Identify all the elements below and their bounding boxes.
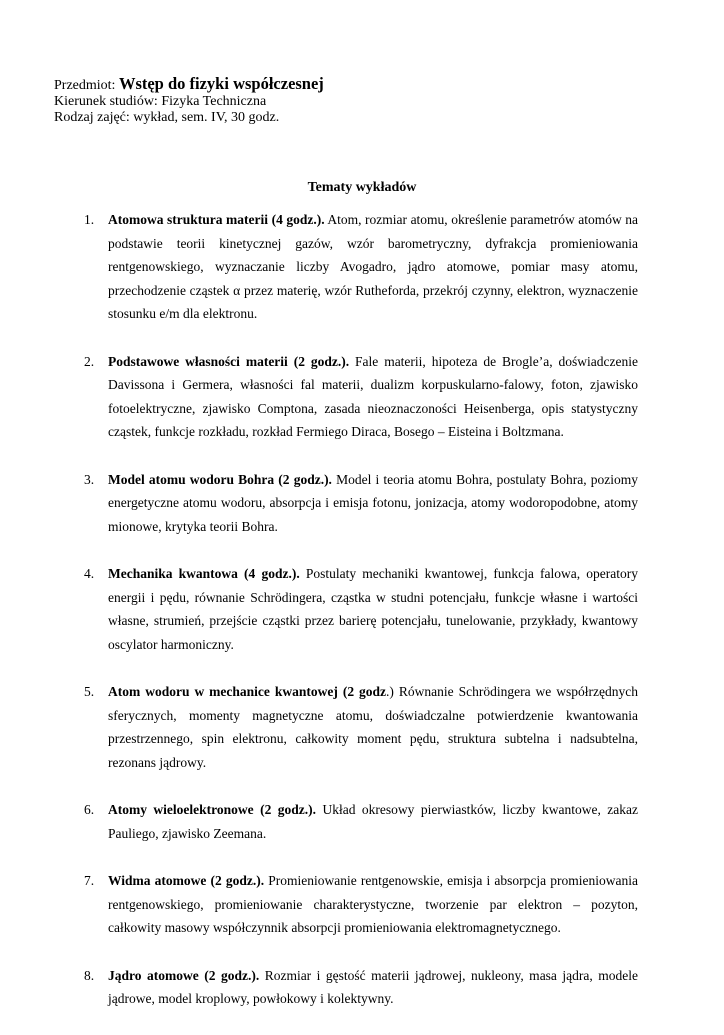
topic-title: Atomy wieloelektronowe (2 godz.).	[108, 802, 317, 817]
topic-number: 2.	[84, 353, 95, 369]
topic-item-6	[0, 798, 724, 845]
topic-item-4	[0, 562, 724, 656]
topic-text: Układ okresowy pierwiastków, liczby kwantowe, zakaz Pauliego, zjawisko Zeemana.	[108, 802, 638, 841]
course-header	[54, 76, 654, 126]
topic-text: Promieniowanie rentgenowskie, emisja i absorpcja promieniowania rentgenowskiego, promieniowanie charakterystyczne, tworzenie par elektron – pozyton, całkowity masowy współczynnik absorpcji promieniowania elektromagnetycznego.	[108, 873, 639, 935]
topic-item-8	[0, 964, 724, 1011]
topic-item-2	[0, 350, 724, 444]
topic-item-3	[0, 468, 724, 539]
topic-title: Jądro atomowe (2 godz.).	[108, 967, 260, 983]
topic-body	[108, 208, 638, 326]
topic-title: Mechanika kwantowa (4 godz.).	[108, 566, 300, 581]
topic-item-5	[0, 680, 724, 774]
topic-text: Rozmiar i gęstość materii jądrowej, nukleony, masa jądra, modele jądrowe, model kroplowy, powłokowy i kolektywny.	[108, 967, 638, 1006]
topic-title: Podstawowe własności materii (2 godz.).	[108, 353, 350, 369]
topic-text: .) Równanie Schrödingera we współrzędnych sferycznych, momenty magnetyczne atomu, doświadczalne potwierdzenie kwantowania przestrzennego, spin elektronu, całkowity moment pędu, struktura subtelna i nadsubtelna, rezonans jądrowy.	[108, 684, 638, 770]
topic-body	[108, 680, 638, 774]
subject-line	[54, 76, 654, 94]
field-of-study: Kierunek studiów: Fizyka Techniczna	[54, 94, 267, 109]
topic-body	[108, 869, 638, 940]
topic-body	[108, 350, 638, 444]
topic-title: Atomowa struktura materii (4 godz.).	[108, 212, 325, 227]
topic-number: 1.	[84, 212, 95, 227]
subject-title: Wstęp do fizyki współczesnej	[118, 74, 324, 93]
topic-item-1	[0, 208, 724, 326]
topic-body	[108, 964, 638, 1011]
topic-text: Atom, rozmiar atomu, określenie parametrów atomów na podstawie teorii kinetycznej gazów, wzór barometryczny, dyfrakcja promieniowania rentgenowskiego, wyznaczanie liczby Avogadro, jądro atomowe, pomiar masy atomu, przechodzenie cząstek α przez materię, wzór Rutheforda, przekrój czynny, elektron, wyznaczenie stosunku e/m dla elektronu.	[108, 212, 639, 321]
topic-number: 6.	[84, 802, 95, 817]
topic-list	[0, 208, 724, 1035]
topic-text: Fale materii, hipoteza de Brogle’a, doświadczenie Davissona i Germera, własności fal materii, dualizm korpuskularno-falowy, foton, zjawisko fotoelektryczne, zjawisko Comptona, zasada nieoznaczoności Heisenberga, opis statystyczny cząstek, funkcje rozkładu, rozkład Fermiego Diraca, Bosego – Eisteina i Boltzmana.	[108, 353, 638, 439]
topic-title: Atom wodoru w mechanice kwantowej (2 godz	[108, 684, 387, 699]
subject-label: Przedmiot:	[54, 78, 116, 93]
topic-number: 8.	[84, 967, 95, 983]
topic-number: 7.	[84, 873, 95, 888]
topic-text: Postulaty mechaniki kwantowej, funkcja falowa, operatory energii i pędu, równanie Schrödingera, cząstka w studni potencjału, funkcje własne i wartości własne, strumień, przejście cząstki przez barierę potencjału, tunelowanie, przykłady, kwantowy oscylator harmoniczny.	[108, 566, 638, 652]
class-type: Rodzaj zajęć: wykład, sem. IV, 30 godz.	[54, 110, 280, 125]
topic-number: 5.	[84, 684, 95, 699]
topic-title: Widma atomowe (2 godz.).	[108, 873, 265, 888]
topic-body	[108, 562, 638, 656]
topic-number: 3.	[84, 471, 95, 487]
topic-text: Model i teoria atomu Bohra, postulaty Bohra, poziomy energetyczne atomu wodoru, absorpcja i emisja fotonu, jonizacja, atomy wodoropodobne, atomy mionowe, krytyka teorii Bohra.	[108, 471, 638, 534]
topic-item-7	[0, 869, 724, 940]
section-title: Tematy wykładów	[307, 180, 417, 195]
topic-body	[108, 798, 638, 845]
topic-number: 4.	[84, 566, 95, 581]
topic-body	[108, 468, 638, 539]
topic-title: Model atomu wodoru Bohra (2 godz.).	[108, 471, 332, 487]
